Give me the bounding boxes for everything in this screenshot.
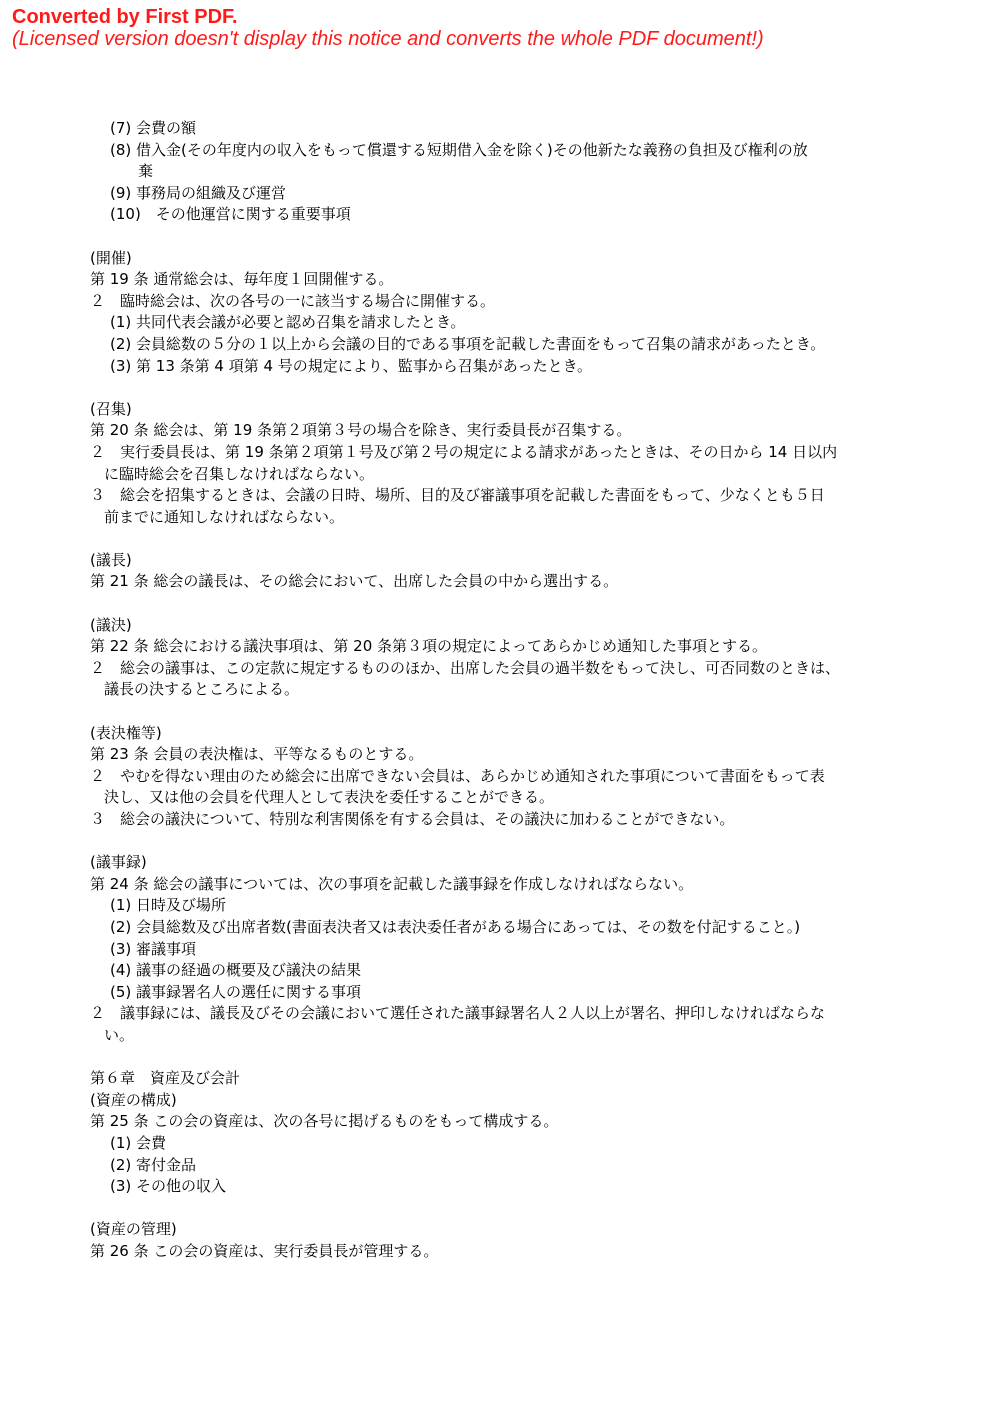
list-item-continuation: 棄 xyxy=(138,162,154,181)
spacer xyxy=(90,528,910,550)
spacer xyxy=(90,1198,910,1220)
article-text: 第 22 条 総会における議決事項は、第 20 条第３項の規定によってあらかじめ通知した事項とする。 xyxy=(90,637,768,656)
section-heading: (表決権等) xyxy=(90,723,162,742)
list-item: (3) 審議事項 xyxy=(110,939,197,958)
watermark-note: (Licensed version doesn't display this notice and converts the whole PDF document!) xyxy=(12,28,764,50)
list-item: (1) 共同代表会議が必要と認め召集を請求したとき。 xyxy=(110,313,466,332)
article-text: 第 25 条 この会の資産は、次の各号に掲げるものをもって構成する。 xyxy=(90,1112,559,1131)
list-item: (2) 会員総数及び出席者数(書面表決者又は表決委任者がある場合にあっては、その数を付記すること。) xyxy=(110,917,801,936)
list-item: (10) その他運営に関する重要事項 xyxy=(110,205,351,224)
spacer xyxy=(90,226,910,248)
conversion-watermark xyxy=(12,6,764,50)
list-item: (4) 議事の経過の概要及び議決の結果 xyxy=(110,961,362,980)
spacer xyxy=(90,831,910,853)
paragraph-continuation: に臨時総会を召集しなければならない。 xyxy=(104,464,375,483)
list-item: (3) その他の収入 xyxy=(110,1177,227,1196)
chapter-heading: 第６章 資産及び会計 xyxy=(90,1069,241,1088)
section-heading: (開催) xyxy=(90,248,132,267)
spacer xyxy=(90,377,910,399)
list-item: (8) 借入金(その年度内の収入をもって償還する短期借入金を除く)その他新たな義務の負担及び権利の放 xyxy=(110,140,808,159)
section-heading: (議長) xyxy=(90,550,132,569)
paragraph-continuation: い。 xyxy=(104,1025,135,1044)
article-text: 第 23 条 会員の表決権は、平等なるものとする。 xyxy=(90,745,424,764)
paragraph-text: ３ 総会の議決について、特別な利害関係を有する会員は、その議決に加わることができない。 xyxy=(90,810,735,828)
paragraph-text: ２ 臨時総会は、次の各号の一に該当する場合に開催する。 xyxy=(90,291,496,310)
article-text: 第 19 条 通常総会は、毎年度１回開催する。 xyxy=(90,270,394,289)
list-item: (3) 第 13 条第 4 項第 4 号の規定により、監事から召集があったとき。 xyxy=(110,356,593,375)
section-heading: (資産の構成) xyxy=(90,1090,177,1109)
paragraph-continuation: 決し、又は他の会員を代理人として表決を委任することができる。 xyxy=(104,788,555,807)
article-text: 第 21 条 総会の議長は、その総会において、出席した会員の中から選出する。 xyxy=(90,572,619,591)
paragraph-text: ２ 議事録には、議長及びその会議において選任された議事録署名人２人以上が署名、押印しなければならな xyxy=(90,1004,826,1023)
section-heading: (召集) xyxy=(90,399,132,418)
section-heading: (議決) xyxy=(90,615,132,634)
document-body xyxy=(90,118,910,1262)
spacer xyxy=(90,593,910,615)
list-item: (1) 会費 xyxy=(110,1133,167,1152)
spacer xyxy=(90,701,910,723)
list-item: (2) 寄付金品 xyxy=(110,1155,197,1174)
list-item: (5) 議事録署名人の選任に関する事項 xyxy=(110,982,362,1001)
article-text: 第 20 条 総会は、第 19 条第２項第３号の場合を除き、実行委員長が召集する。 xyxy=(90,421,632,440)
spacer xyxy=(90,1047,910,1069)
section-heading: (議事録) xyxy=(90,853,147,872)
paragraph-continuation: 議長の決するところによる。 xyxy=(104,680,300,699)
paragraph-text: ３ 総会を招集するときは、会議の日時、場所、目的及び審議事項を記載した書面をもって、少なくとも５日 xyxy=(90,486,825,505)
paragraph-text: ２ やむを得ない理由のため総会に出席できない会員は、あらかじめ通知された事項について書面をもって表 xyxy=(90,766,825,785)
list-item: (1) 日時及び場所 xyxy=(110,896,227,915)
section-heading: (資産の管理) xyxy=(90,1220,177,1239)
list-item: (2) 会員総数の５分の１以上から会議の目的である事項を記載した書面をもって召集の請求があったとき。 xyxy=(110,334,826,353)
article-text: 第 26 条 この会の資産は、実行委員長が管理する。 xyxy=(90,1241,439,1260)
list-item: (9) 事務局の組織及び運営 xyxy=(110,183,287,202)
paragraph-continuation: 前までに通知しなければならない。 xyxy=(104,507,345,526)
list-item: (7) 会費の額 xyxy=(110,119,197,137)
watermark-title: Converted by First PDF. xyxy=(12,6,238,28)
article-text: 第 24 条 総会の議事については、次の事項を記載した議事録を作成しなければならない。 xyxy=(90,874,694,893)
paragraph-text: ２ 実行委員長は、第 19 条第２項第１号及び第２号の規定による請求があったときは、その日から 14 日以内 xyxy=(90,442,838,461)
paragraph-text: ２ 総会の議事は、この定款に規定するもののほか、出席した会員の過半数をもって決し、可否同数のときは、 xyxy=(90,658,841,677)
